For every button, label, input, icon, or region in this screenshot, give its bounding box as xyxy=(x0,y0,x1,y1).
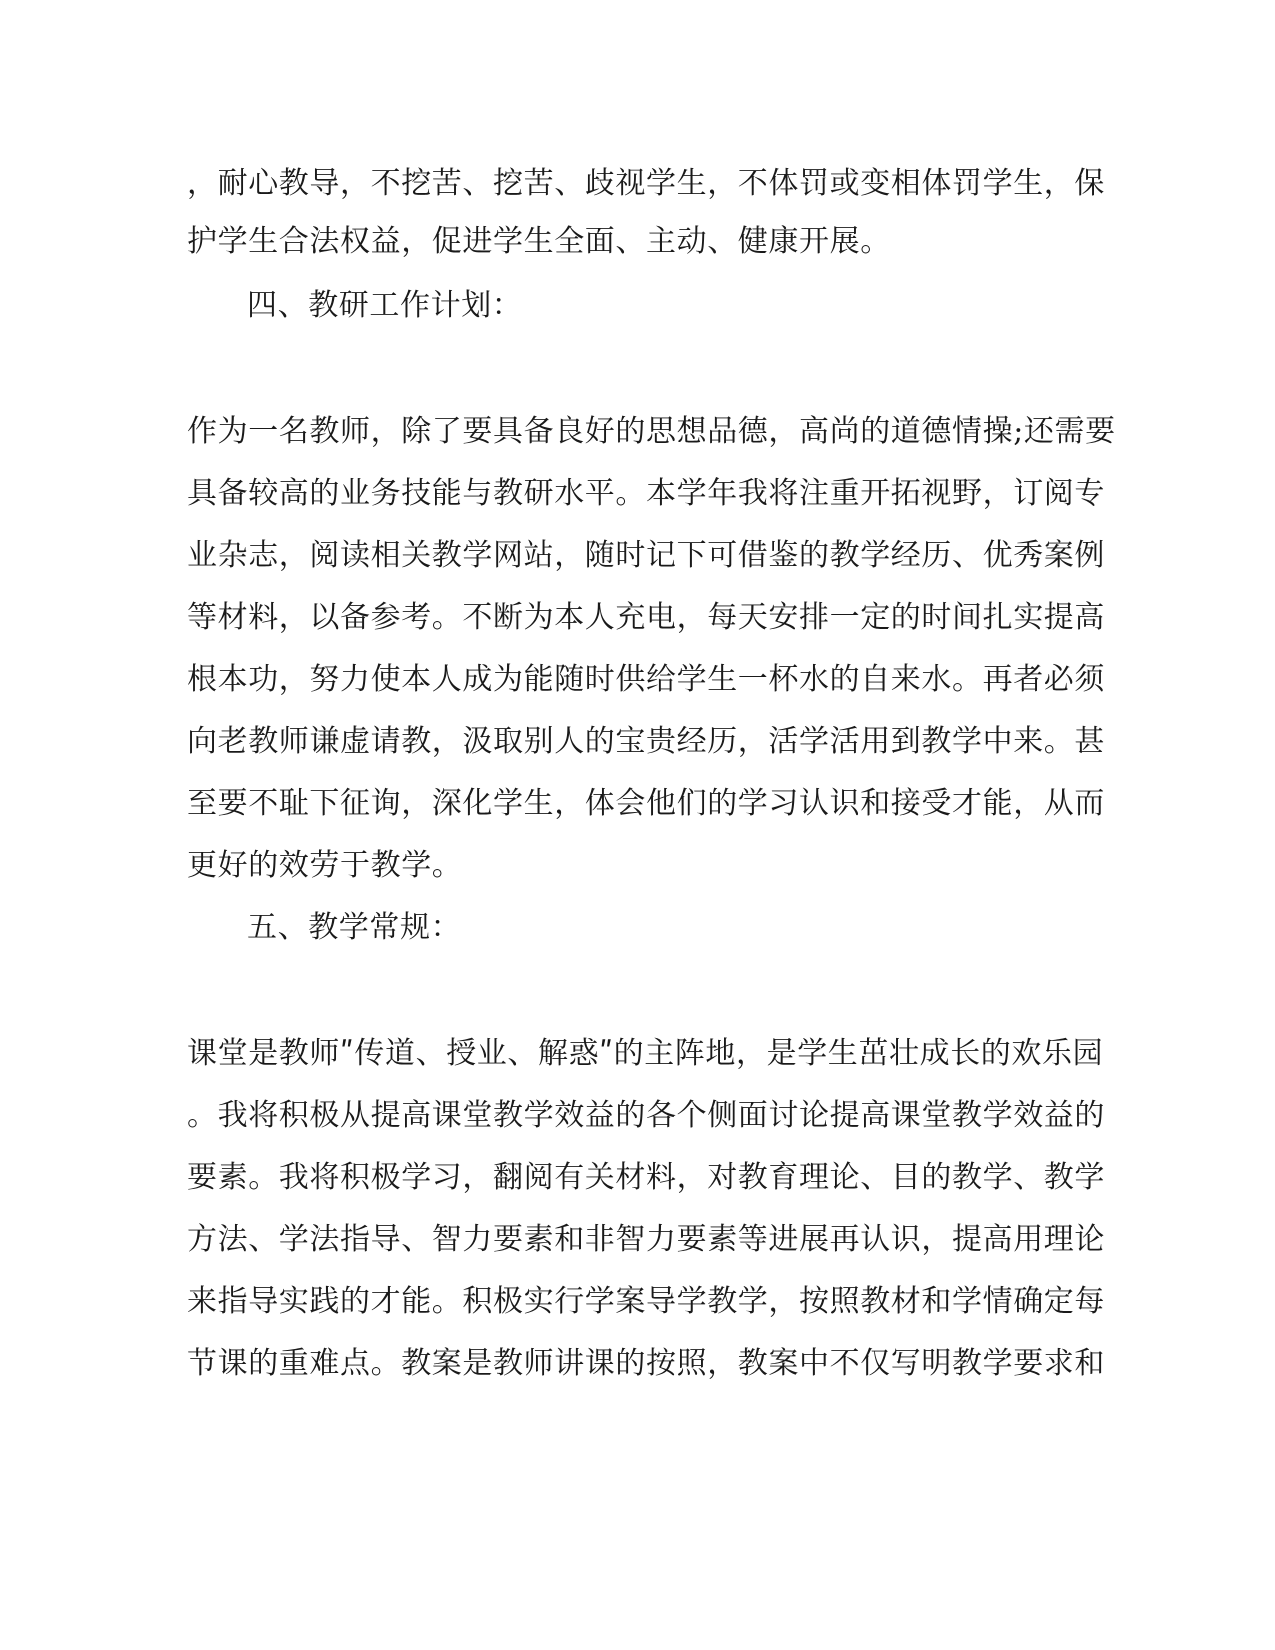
text-line: 要素。我将积极学习，翻阅有关材料，对教育理论、目的教学、教学 xyxy=(187,1160,1105,1195)
text-line: ，耐心教导，不挖苦、挖苦、歧视学生，不体罚或变相体罚学生，保 xyxy=(187,166,1105,201)
text-line: 等材料，以备参考。不断为本人充电，每天安排一定的时间扎实提高 xyxy=(187,600,1105,635)
text-line: 方法、学法指导、智力要素和非智力要素等进展再认识，提高用理论 xyxy=(187,1222,1105,1257)
section-heading: 四、教研工作计划： xyxy=(247,288,523,323)
text-line: 。我将积极从提高课堂教学效益的各个侧面讨论提高课堂教学效益的 xyxy=(187,1098,1105,1133)
text-line: 更好的效劳于教学。 xyxy=(187,848,463,883)
text-line: 作为一名教师，除了要具备良好的思想品德，高尚的道德情操;还需要 xyxy=(187,414,1116,449)
text-line: 向老教师谦虚请教，汲取别人的宝贵经历，活学活用到教学中来。甚 xyxy=(187,724,1105,759)
text-line: 至要不耻下征询，深化学生，体会他们的学习认识和接受才能，从而 xyxy=(187,786,1105,821)
text-line: 具备较高的业务技能与教研水平。本学年我将注重开拓视野，订阅专 xyxy=(187,476,1105,511)
text-line: 根本功，努力使本人成为能随时供给学生一杯水的自来水。再者必须 xyxy=(187,662,1105,697)
text-line: 来指导实践的才能。积极实行学案导学教学，按照教材和学情确定每 xyxy=(187,1284,1105,1319)
text-line: 业杂志，阅读相关教学网站，随时记下可借鉴的教学经历、优秀案例 xyxy=(187,538,1105,573)
section-heading: 五、教学常规： xyxy=(247,910,462,945)
text-line: 课堂是教师ʺ传道、授业、解惑ʺ的主阵地，是学生茁壮成长的欢乐园 xyxy=(187,1036,1104,1071)
text-line: 护学生合法权益，促进学生全面、主动、健康开展。 xyxy=(187,224,891,259)
text-line: 节课的重难点。教案是教师讲课的按照，教案中不仅写明教学要求和 xyxy=(187,1346,1105,1381)
